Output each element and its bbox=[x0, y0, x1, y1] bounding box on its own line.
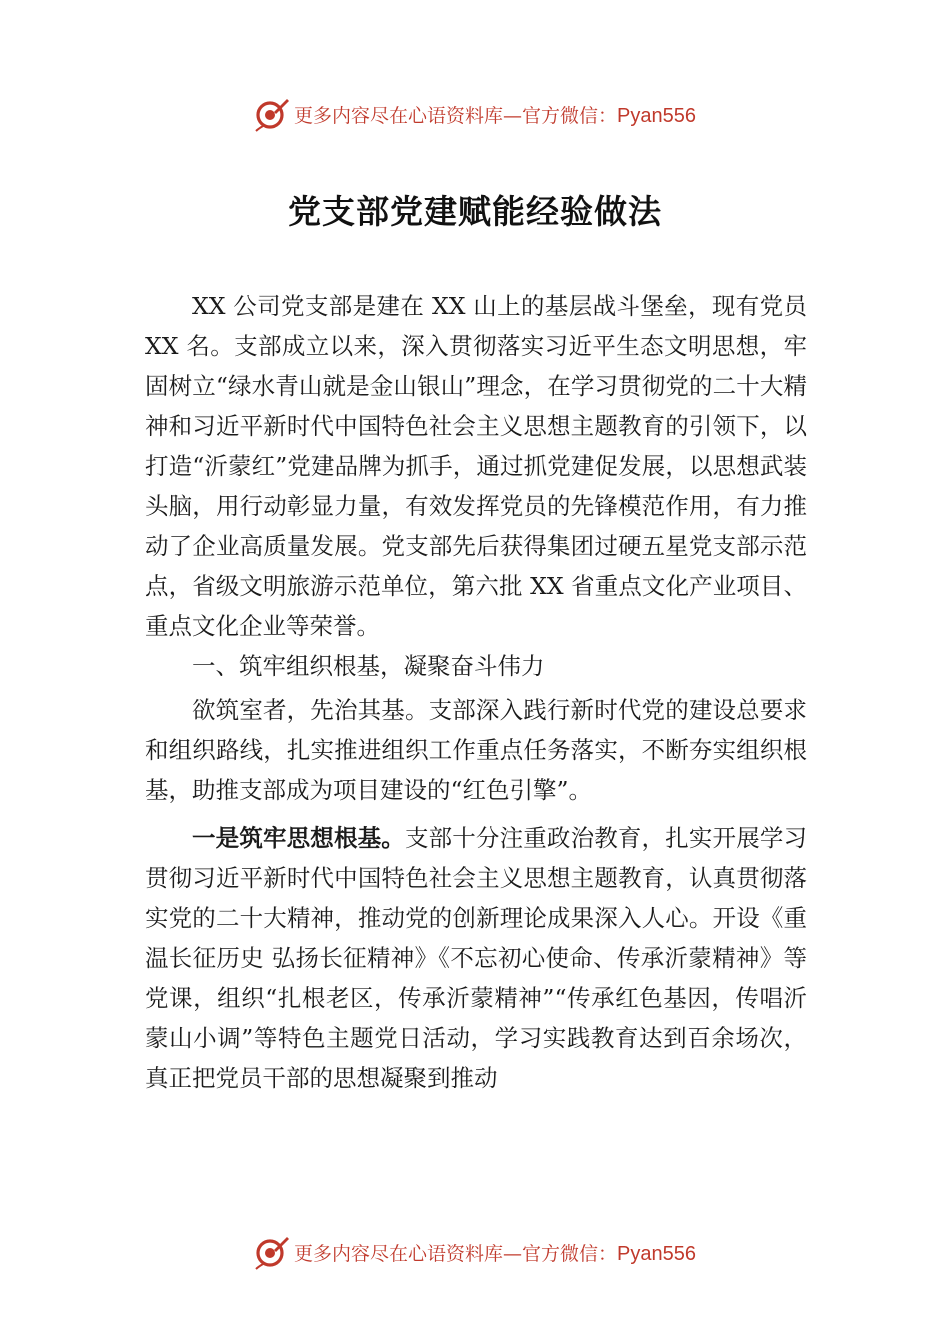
point-body: 支部十分注重政治教育，扎实开展学习贯彻习近平新时代中国特色社会主义思想主题教育，认真贯彻落实党的二十大精神，推动党的创新理论成果深入人心。开设《重温长征历史 弘扬长征精神》《不忘初心使命、传承沂蒙精神》等党课，组织“扎根老区，传承沂蒙精神”“传承红色基因，传唱沂蒙山小调”等特色主题党日活动，学习实践教育达到百余场次，真正把党员干部的思想凝聚到推动 bbox=[145, 824, 808, 1092]
point-paragraph bbox=[145, 818, 807, 1098]
point-lead: 一是筑牢思想根基。 bbox=[192, 824, 405, 852]
header-banner bbox=[0, 94, 950, 134]
pen-circle-logo-icon bbox=[254, 1234, 290, 1270]
banner-text bbox=[294, 101, 696, 128]
intro-paragraph: XX 公司党支部是建在 XX 山上的基层战斗堡垒，现有党员 XX 名。支部成立以来，深入贯彻落实习近平生态文明思想，牢固树立“绿水青山就是金山银山”理念，在学习贯彻党的二十大精神和习近平新时代中国特色社会主义思想主题教育的引领下，以打造“沂蒙红”党建品牌为抓手，通过抓党建促发展，以思想武装头脑，用行动彰显力量，有效发挥党员的先锋模范作用，有力推动了企业高质量发展。党支部先后获得集团过硬五星党支部示范点，省级文明旅游示范单位，第六批 XX 省重点文化产业项目、重点文化企业等荣誉。 bbox=[145, 292, 807, 640]
section-intro-paragraph: 欲筑室者，先治其基。支部深入践行新时代党的建设总要求和组织路线，扎实推进组织工作重点任务落实，不断夯实组织根基，助推支部成为项目建设的“红色引擎”。 bbox=[145, 696, 807, 804]
footer-banner bbox=[0, 1232, 950, 1272]
banner-text bbox=[294, 1239, 696, 1266]
banner-wechat-id: Pyan556 bbox=[617, 1242, 696, 1265]
document-title: 党支部党建赋能经验做法 bbox=[288, 192, 662, 231]
pen-circle-logo-icon bbox=[254, 96, 290, 132]
banner-text-cn: 更多内容尽在心语资料库—官方微信： bbox=[294, 104, 618, 127]
document-body bbox=[145, 286, 807, 1098]
section-heading: 一、筑牢组织根基，凝聚奋斗伟力 bbox=[192, 652, 545, 680]
banner-wechat-id: Pyan556 bbox=[617, 104, 696, 127]
banner-text-cn: 更多内容尽在心语资料库—官方微信： bbox=[294, 1242, 618, 1265]
